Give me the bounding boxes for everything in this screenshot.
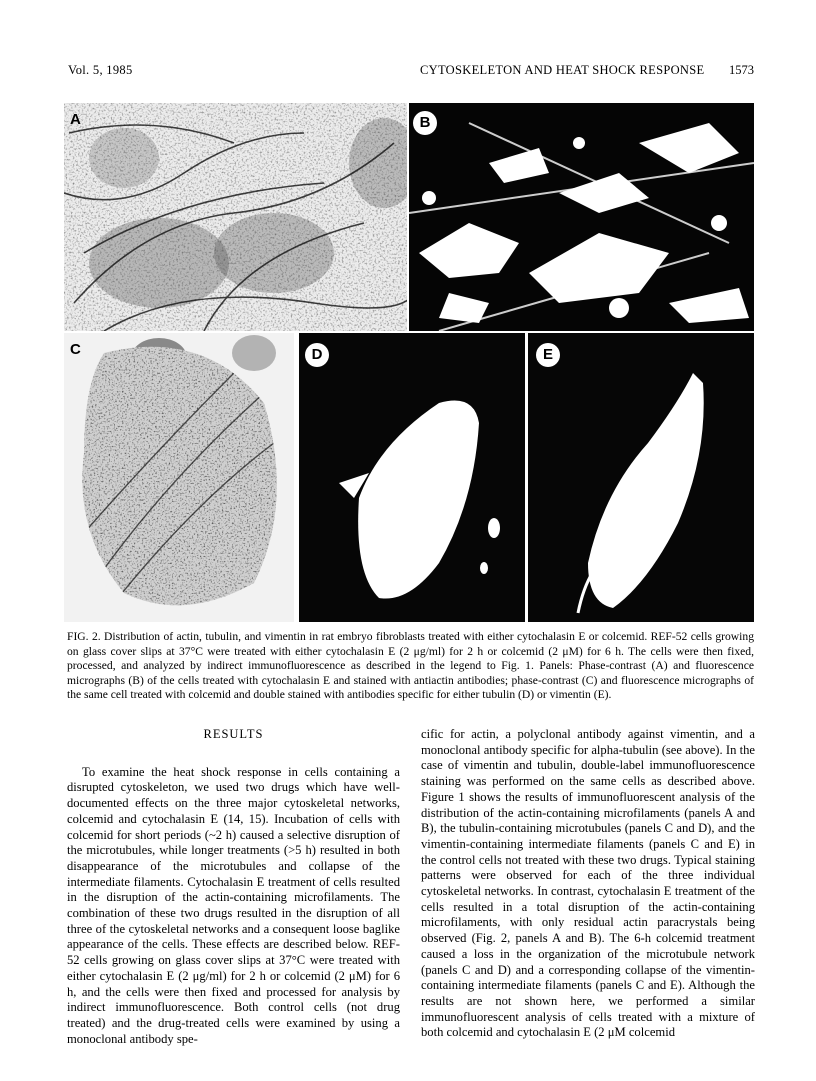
panel-b-fluorescence: [409, 103, 754, 331]
panel-c-phase-contrast: [64, 333, 294, 622]
panel-e-fluorescence: [528, 333, 754, 622]
journal-volume: Vol. 5, 1985: [68, 63, 133, 77]
panel-a-label: A: [70, 111, 81, 128]
page-number: 1573: [729, 63, 754, 77]
panel-b-label: B: [413, 111, 437, 135]
figure-caption: FIG. 2. Distribution of actin, tubulin, and vimentin in rat embryo fibroblasts treated with either cytochalasin E or colcemid. REF-52 cells growing on glass cover slips at 37°C were treated with either cytochalasin E (2 μg/ml) for 2 h or colcemid (2 μM) for 6 h. The cells were then fixed, processed, and analyzed by indirect immunofluorescence as described in the legend to Fig. 1. Panels: Phase-contrast (A) and fluorescence micrographs (B) of the cells treated with cytochalasin E and stained with antiactin antibodies; phase-contrast (C) and fluorescence micrographs of the same cell treated with colcemid and double stained with antibodies specific for either tubulin (D) or vimentin (E).: [67, 630, 754, 702]
results-paragraph-right: cific for actin, a polyclonal antibody against vimentin, and a monoclonal antibody specific for alpha-tubulin (see above). In the case of vimentin and tubulin, double-label immunofluorescence staining was performed on the same cells as described above. Figure 1 shows the results of immunofluorescent analysis of the distribution of the actin-containing microfilaments (panels A and B), the tubulin-containing microtubules (panels C and D), and the vimentin-containing intermediate filaments (panels C and E) in the control cells not treated with these two drugs. Typical staining patterns were observed for each of the three individual cytoskeletal networks. In contrast, cytochalasin E treatment of the cells resulted in a total disruption of the actin-containing microfilaments, with only residual actin paracrystals being observed (Fig. 2, panels A and B). The 6-h colcemid treatment caused a loss in the organization of the microtubule network (panels C and D) and a corresponding collapse of the vimentin-containing intermediate filaments (panels C and E). Although the results are not shown here, we performed a similar immunofluorescent analysis of cells treated with a mixture of both colcemid and cytochalasin E (2 μM colcemid: [421, 727, 755, 1040]
panel-e-label: E: [536, 343, 560, 367]
panel-d-fluorescence: [299, 333, 525, 622]
results-left-column: [67, 727, 400, 1047]
results-right-column: [421, 727, 755, 1041]
panel-a-phase-contrast: [64, 103, 407, 331]
results-paragraph-left: To examine the heat shock response in cells containing a disrupted cytoskeleton, we used two drugs which have well-documented effects on the three major cytoskeletal networks, colcemid and cytochalasin E (14, 15). Incubation of cells with colcemid for short periods (~2 h) caused a selective disruption of the microtubules, while longer treatments (>5 h) resulted in both disappearance of the microtubules and collapse of the intermediate filaments. Cytochalasin E treatment of cells resulted in the disruption of the actin-containing microfilaments. The combination of these two drugs resulted in the disruption of all three of the cytoskeletal networks and a consequent loose baglike appearance of the cells. These effects are described below. REF-52 cells growing on glass cover slips at 37°C were treated with either cytochalasin E (2 μg/ml) for 2 h or colcemid (2 μM) for 6 h, and the cells were then fixed and processed for analysis by indirect immunofluorescence. Both control cells (not drug treated) and the drug-treated cells were examined by using a monoclonal antibody spe-: [67, 764, 400, 1046]
running-header: [68, 63, 754, 81]
panel-c-label: C: [70, 341, 81, 358]
running-title: CYTOSKELETON AND HEAT SHOCK RESPONSE: [420, 63, 705, 77]
panel-d-label: D: [305, 343, 329, 367]
results-heading: RESULTS: [203, 727, 264, 741]
